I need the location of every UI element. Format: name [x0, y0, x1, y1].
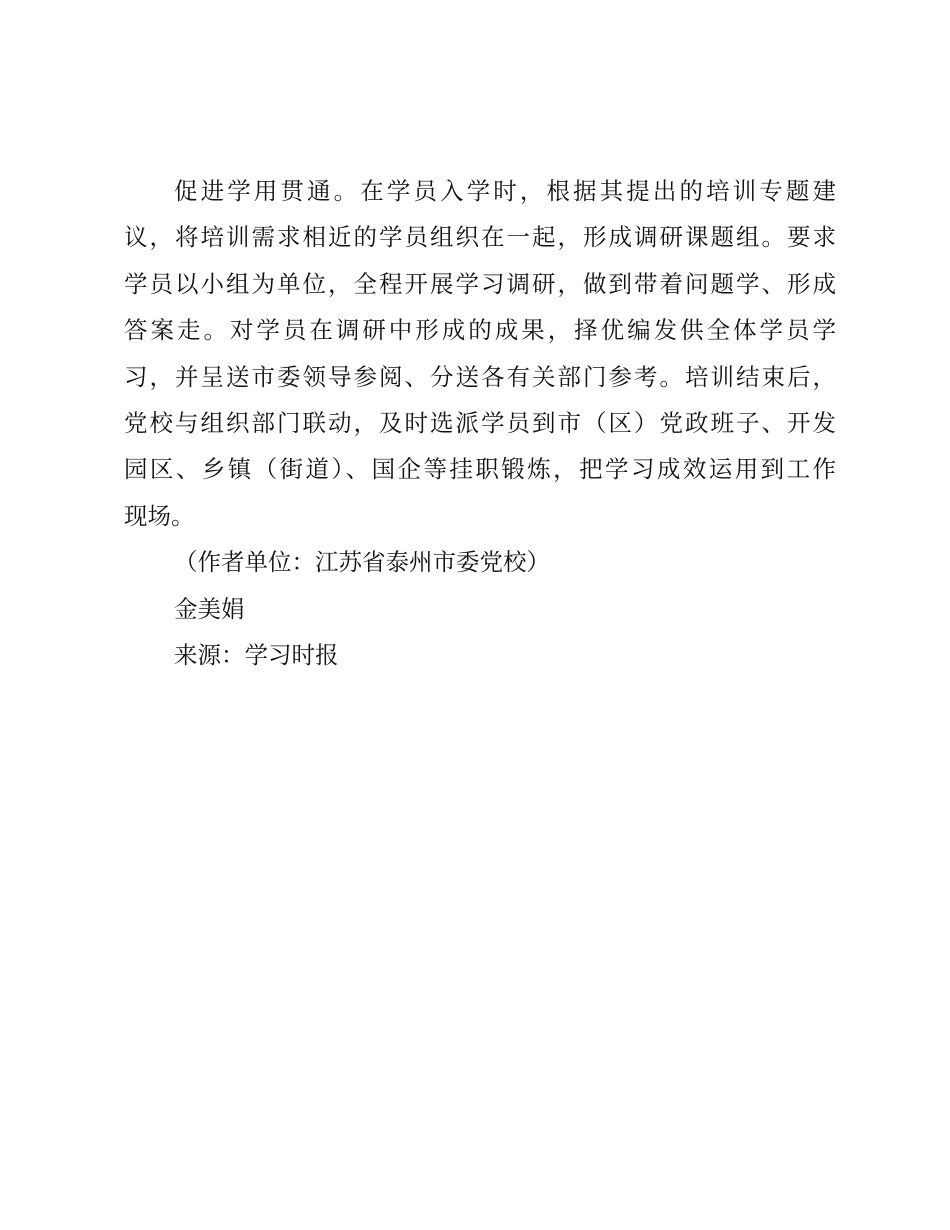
source-line: 来源：学习时报 — [174, 640, 339, 669]
author-name: 金美娟 — [174, 594, 245, 623]
body-line-3: 学员以小组为单位，全程开展学习调研，做到带着问题学、形成 — [124, 269, 836, 298]
body-line-8: 现场。 — [124, 501, 195, 530]
body-line-2: 议，将培训需求相近的学员组织在一起，形成调研课题组。要求 — [124, 223, 836, 252]
body-line-1: 促进学用贯通。在学员入学时，根据其提出的培训专题建 — [174, 177, 836, 205]
body-line-6: 党校与组织部门联动，及时选派学员到市（区）党政班子、开发 — [124, 408, 836, 437]
body-line-5: 习，并呈送市委领导参阅、分送各有关部门参考。培训结束后， — [124, 362, 836, 391]
body-line-7: 园区、乡镇（街道）、国企等挂职锻炼，把学习成效运用到工作 — [124, 455, 836, 484]
body-line-4: 答案走。对学员在调研中形成的成果，择优编发供全体学员学 — [124, 316, 836, 345]
author-unit: （作者单位：江苏省泰州市委党校） — [174, 548, 550, 577]
article-text — [124, 168, 836, 678]
